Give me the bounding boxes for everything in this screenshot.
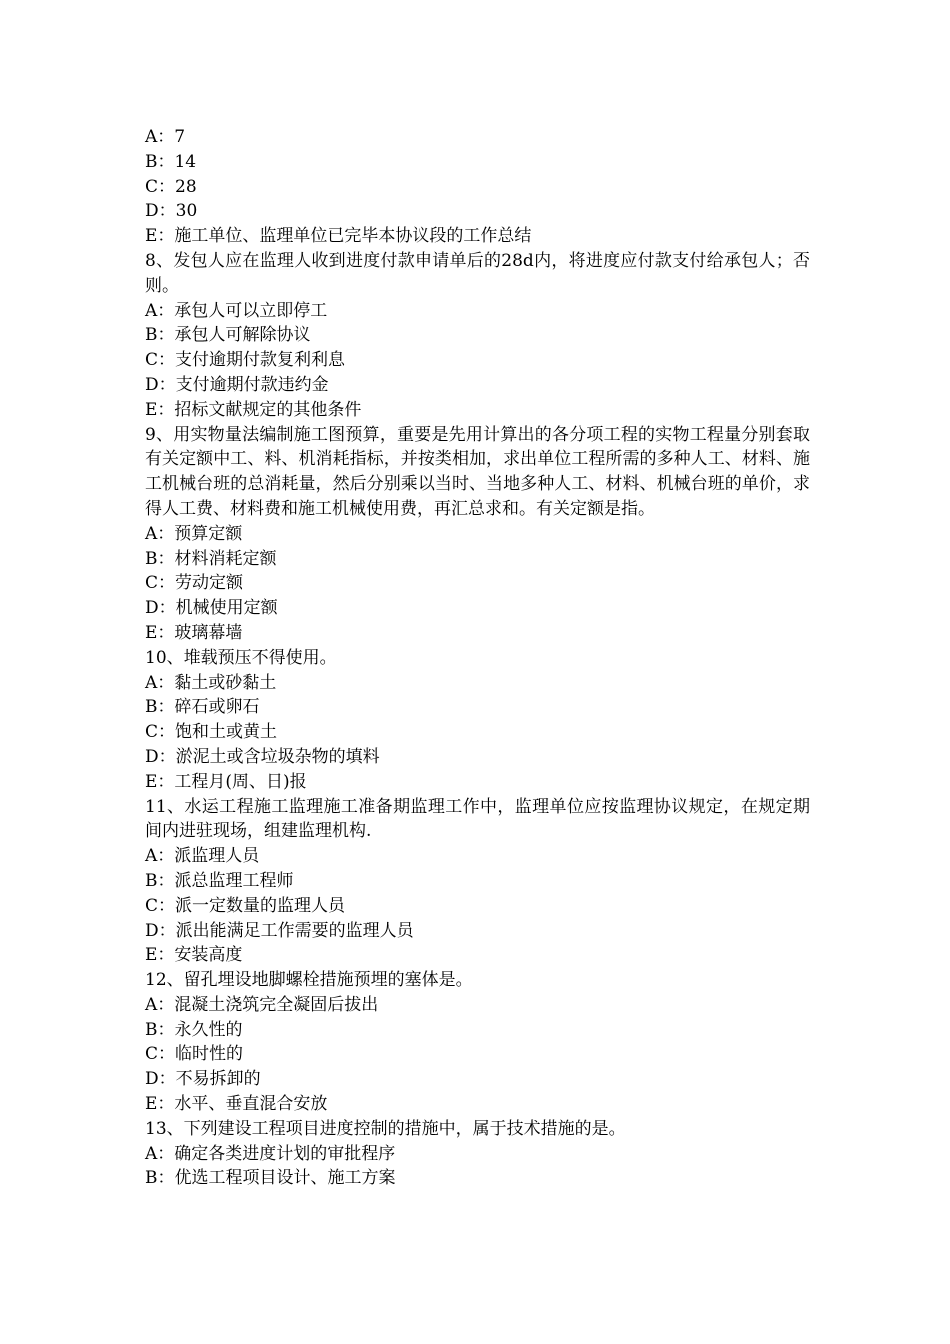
question-9: 9、用实物量法编制施工图预算，重要是先用计算出的各分项工程的实物工程量分别套取有关定额中工、料、机消耗指标，并按类相加，求出单位工程所需的多种人工、材料、施工机械台班的总消耗量，然后分别乘以当时、当地多种人工、材料、机械台班的单价，求得人工费、材料费和施工机械使用费，再汇总求和。有关定额是指。 <box>145 424 810 519</box>
option-c: C：饱和土或黄土 <box>145 722 278 743</box>
option-a: A：预算定额 <box>145 523 243 544</box>
option-d: D：不易拆卸的 <box>145 1069 261 1090</box>
option-e: E：招标文献规定的其他条件 <box>145 399 362 420</box>
option-e: E：安装高度 <box>145 945 243 966</box>
option-e: E：玻璃幕墙 <box>145 622 243 643</box>
option-b: B：派总监理工程师 <box>145 870 294 891</box>
option-d: D：机械使用定额 <box>145 598 278 619</box>
question-10: 10、堆载预压不得使用。 <box>145 647 337 668</box>
question-8: 8、发包人应在监理人收到进度付款申请单后的28d内，将进度应付款支付给承包人；否则。 <box>145 250 810 296</box>
option-a: A：黏土或砂黏土 <box>145 672 277 693</box>
document-page <box>145 125 810 1191</box>
option-b: B：14 <box>145 151 197 172</box>
option-d: D：派出能满足工作需要的监理人员 <box>145 920 414 941</box>
option-a: A：承包人可以立即停工 <box>145 300 328 321</box>
option-a: A：7 <box>145 127 186 147</box>
option-c: C：临时性的 <box>145 1044 244 1065</box>
option-d: D：支付逾期付款违约金 <box>145 374 329 395</box>
question-12: 12、留孔埋设地脚螺栓措施预埋的塞体是。 <box>145 970 473 991</box>
option-e: E：水平、垂直混合安放 <box>145 1094 328 1115</box>
option-d: D：30 <box>145 201 198 222</box>
option-b: B：材料消耗定额 <box>145 548 277 569</box>
option-b: B：碎石或卵石 <box>145 697 260 718</box>
option-e: E：施工单位、监理单位已完毕本协议段的工作总结 <box>145 226 532 247</box>
option-c: C：派一定数量的监理人员 <box>145 895 346 916</box>
option-a: A：派监理人员 <box>145 846 260 867</box>
option-a: A：混凝土浇筑完全凝固后拔出 <box>145 994 379 1015</box>
option-b: B：优选工程项目设计、施工方案 <box>145 1168 396 1189</box>
option-c: C：28 <box>145 176 197 197</box>
option-c: C：支付逾期付款复利利息 <box>145 350 346 371</box>
option-c: C：劳动定额 <box>145 573 244 594</box>
option-d: D：淤泥土或含垃圾杂物的填料 <box>145 746 380 767</box>
option-b: B：永久性的 <box>145 1019 243 1040</box>
question-13: 13、下列建设工程项目进度控制的措施中，属于技术措施的是。 <box>145 1118 626 1139</box>
option-a: A：确定各类进度计划的审批程序 <box>145 1143 396 1164</box>
option-b: B：承包人可解除协议 <box>145 325 311 346</box>
question-11: 11、水运工程施工监理施工准备期监理工作中，监理单位应按监理协议规定，在规定期间内进驻现场，组建监理机构. <box>145 796 810 842</box>
option-e: E：工程月(周、日)报 <box>145 771 307 792</box>
